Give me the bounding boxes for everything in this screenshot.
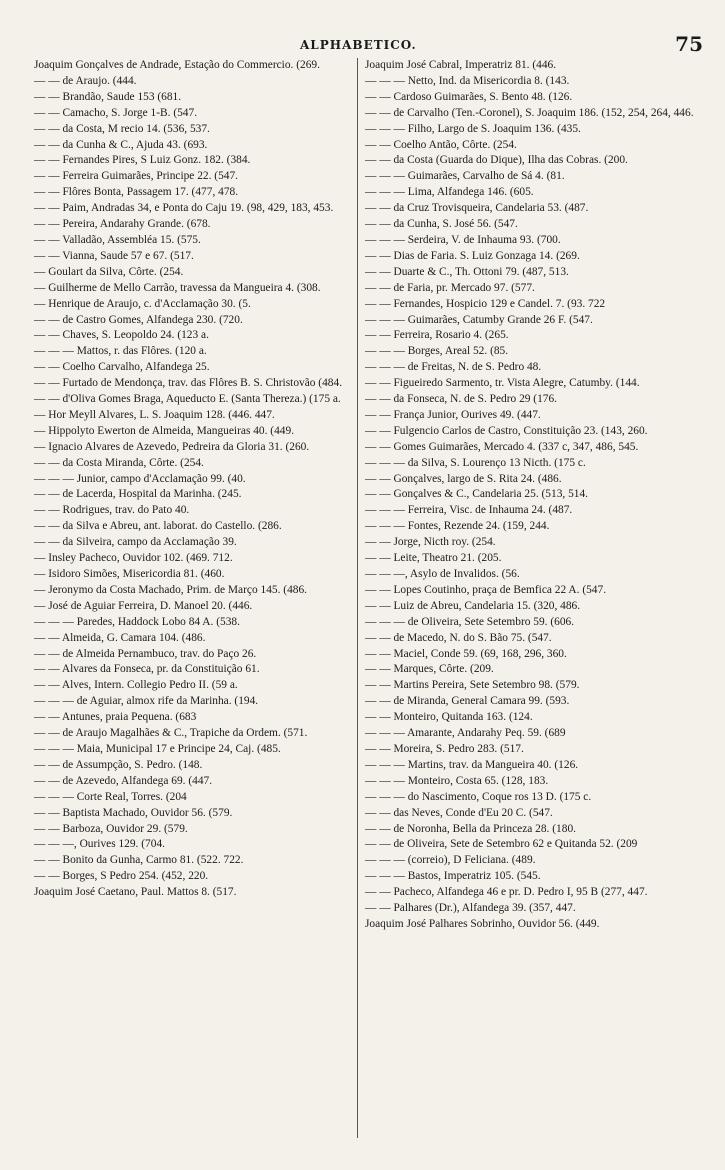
directory-entry: — — — Lima, Alfandega 146. (605. bbox=[365, 186, 534, 199]
directory-entry: — — Alvares da Fonseca, pr. da Constituição 61. bbox=[34, 663, 260, 676]
directory-entry: — — Gonçalves & C., Candelaria 25. (513, 514. bbox=[365, 488, 589, 501]
directory-entry: — — — Bastos, Imperatriz 105. (545. bbox=[365, 870, 541, 883]
directory-entry: — — Furtado de Mendonça, trav. das Flôres B. S. Christovão (484. bbox=[34, 377, 343, 390]
directory-entry: Joaquim José Caetano, Paul. Mattos 8. (517. bbox=[34, 886, 237, 899]
directory-entry: — — Leite, Theatro 21. (205. bbox=[365, 552, 502, 565]
directory-entry: — — Chaves, S. Leopoldo 24. (123 a. bbox=[34, 329, 209, 342]
directory-entry: — — da Costa, M recio 14. (536, 537. bbox=[34, 122, 210, 135]
left-column bbox=[34, 58, 354, 1138]
directory-entry: — — Jorge, Nicth roy. (254. bbox=[365, 536, 496, 549]
directory-entry: — — Cardoso Guimarães, S. Bento 48. (126. bbox=[365, 90, 573, 103]
directory-entry: — — d'Oliva Gomes Braga, Aqueducto E. (Santa Thereza.) (175 a. bbox=[34, 393, 341, 406]
directory-entry: — — — Corte Real, Torres. (204 bbox=[34, 790, 187, 803]
directory-entry: — Hor Meyll Alvares, L. S. Joaquim 128. (446. 447. bbox=[34, 408, 275, 421]
directory-entry: — — de Carvalho (Ten.-Coronel), S. Joaquim 186. (152, 254, 264, 446. bbox=[365, 106, 694, 119]
directory-entry: — — Ferreira, Rosario 4. (265. bbox=[365, 329, 509, 342]
directory-entry: — — França Junior, Ourives 49. (447. bbox=[365, 408, 541, 421]
directory-entry: — — Flôres Bonta, Passagem 17. (477, 478. bbox=[34, 186, 239, 199]
directory-entry: — — de Almeida Pernambuco, trav. do Paço 26. bbox=[34, 647, 257, 660]
directory-entry: — — Pacheco, Alfandega 46 e pr. D. Pedro I, 95 B (277, 447. bbox=[365, 886, 648, 899]
directory-entry: — — — Maia, Municipal 17 e Principe 24, Caj. (485. bbox=[34, 742, 281, 755]
directory-entry: — — de Lacerda, Hospital da Marinha. (245. bbox=[34, 488, 242, 501]
directory-entry: — Insley Pacheco, Ouvidor 102. (469. 712. bbox=[34, 552, 233, 565]
directory-entry: — — — da Silva, S. Lourenço 13 Nicth. (175 c. bbox=[365, 456, 586, 469]
right-column bbox=[365, 58, 703, 1138]
directory-entry: — — de Faria, pr. Mercado 97. (577. bbox=[365, 281, 535, 294]
directory-entry: — — Bonito da Gunha, Carmo 81. (522. 722. bbox=[34, 854, 244, 867]
directory-entry: — — — Mattos, r. das Flôres. (120 a. bbox=[34, 345, 207, 358]
directory-entry: — José de Aguiar Ferreira, D. Manoel 20. (446. bbox=[34, 599, 253, 612]
directory-entry: — — de Araujo Magalhães & C., Trapiche da Ordem. (571. bbox=[34, 727, 308, 740]
directory-entry: — — Vianna, Saude 57 e 67. (517. bbox=[34, 249, 194, 262]
directory-entry: — — Dias de Faria. S. Luiz Gonzaga 14. (269. bbox=[365, 249, 580, 262]
directory-entry: — — de Miranda, General Camara 99. (593. bbox=[365, 695, 570, 708]
directory-entry: — — Pereira, Andarahy Grande. (678. bbox=[34, 218, 211, 231]
directory-entry: — — Paim, Andradas 34, e Ponta do Caju 19. (98, 429, 183, 453. bbox=[34, 202, 334, 215]
directory-entry: — — — Guimarães, Carvalho de Sá 4. (81. bbox=[365, 170, 565, 183]
directory-entry: — — Barboza, Ouvidor 29. (579. bbox=[34, 822, 188, 835]
directory-entry: — Isidoro Simões, Misericordia 81. (460. bbox=[34, 568, 225, 580]
directory-entry: — — da Fonseca, N. de S. Pedro 29 (176. bbox=[365, 393, 558, 406]
directory-entry: — — Gomes Guimarães, Mercado 4. (337 c, 347, 486, 545. bbox=[365, 440, 639, 453]
directory-entry: — — Fernandes Pires, S Luiz Gonz. 182. (384. bbox=[34, 154, 251, 167]
directory-entry: — — da Costa (Guarda do Dique), Ilha das Cobras. (200. bbox=[365, 154, 628, 167]
directory-entry: — — Rodrigues, trav. do Pato 40. bbox=[34, 504, 190, 517]
directory-entry: Joaquim José Palhares Sobrinho, Ouvidor 56. (449. bbox=[365, 917, 600, 930]
directory-entry: — — Ferreira Guimarães, Principe 22. (547. bbox=[34, 170, 239, 183]
directory-entry: — — — Fontes, Rezende 24. (159, 244. bbox=[365, 520, 550, 533]
directory-entry: — — — do Nascimento, Coque ros 13 D. (175 c. bbox=[365, 790, 592, 803]
directory-entry: — — Lopes Coutinho, praça de Bemfica 22 A. (547. bbox=[365, 583, 607, 596]
directory-entry: — — — de Aguiar, almox rife da Marinha. (194. bbox=[34, 695, 259, 708]
directory-entry: — — da Cunha & C., Ajuda 43. (693. bbox=[34, 138, 208, 151]
directory-entry: — — da Costa Miranda, Côrte. (254. bbox=[34, 456, 204, 469]
directory-entry: — — Palhares (Dr.), Alfandega 39. (357, 447. bbox=[365, 902, 576, 915]
directory-entry: — — de Macedo, N. do S. Bão 75. (547. bbox=[365, 631, 552, 644]
directory-entry: — — da Cruz Trovisqueira, Candelaria 53. (487. bbox=[365, 202, 589, 215]
directory-entry: — — Camacho, S. Jorge 1-B. (547. bbox=[34, 106, 198, 119]
directory-entry: — — Moreira, S. Pedro 283. (517. bbox=[365, 742, 524, 755]
directory-entry: — — Fulgencio Carlos de Castro, Constituição 23. (143, 260. bbox=[365, 424, 648, 437]
directory-entry: — Ignacio Alvares de Azevedo, Pedreira da Gloria 31. (260. bbox=[34, 440, 310, 453]
directory-entry: — — — Martins, trav. da Mangueira 40. (126. bbox=[365, 758, 579, 771]
directory-entry: — — — Filho, Largo de S. Joaquim 136. (435. bbox=[365, 122, 581, 135]
directory-entry: — — Gonçalves, largo de S. Rita 24. (486. bbox=[365, 472, 562, 485]
directory-entry: — — Maciel, Conde 59. (69, 168, 296, 360. bbox=[365, 647, 567, 660]
directory-entry: — — Valladão, Assembléa 15. (575. bbox=[34, 233, 201, 246]
directory-entry: Joaquim Gonçalves de Andrade, Estação do Commercio. (269. bbox=[34, 59, 320, 71]
directory-entry: — — —, Ourives 129. (704. bbox=[34, 838, 165, 851]
directory-entry: — — da Silveira, campo da Acclamação 39. bbox=[34, 536, 237, 549]
directory-entry: — — — Monteiro, Costa 65. (128, 183. bbox=[365, 774, 549, 787]
column-divider bbox=[357, 58, 358, 1138]
directory-entry: — — de Araujo. (444. bbox=[34, 74, 137, 87]
directory-entry: — — Martins Pereira, Sete Setembro 98. (579. bbox=[365, 679, 580, 692]
directory-entry: — — Borges, S Pedro 254. (452, 220. bbox=[34, 870, 209, 883]
directory-entry: — — Antunes, praia Pequena. (683 bbox=[34, 711, 197, 724]
directory-entry: — — — de Oliveira, Sete Setembro 59. (606. bbox=[365, 615, 575, 628]
directory-entry: — — Duarte & C., Th. Ottoni 79. (487, 513. bbox=[365, 265, 569, 278]
directory-entry: — — Coelho Carvalho, Alfandega 25. bbox=[34, 361, 210, 374]
directory-entry: — — — de Freitas, N. de S. Pedro 48. bbox=[365, 361, 542, 374]
directory-entry: — — — Netto, Ind. da Misericordia 8. (143. bbox=[365, 74, 570, 87]
directory-entry: — — da Cunha, S. José 56. (547. bbox=[365, 218, 518, 231]
directory-entry: — — das Neves, Conde d'Eu 20 C. (547. bbox=[365, 806, 553, 819]
directory-entry: — — Alves, Intern. Collegio Pedro II. (59 a. bbox=[34, 679, 238, 692]
directory-entry: — — de Castro Gomes, Alfandega 230. (720. bbox=[34, 313, 243, 326]
directory-entry: — — Almeida, G. Camara 104. (486. bbox=[34, 631, 206, 644]
directory-entry: — — Fernandes, Hospicio 129 e Candel. 7. (93. 722 bbox=[365, 297, 606, 310]
directory-entry: — — — Borges, Areal 52. (85. bbox=[365, 345, 509, 358]
directory-entry: — — — Serdeira, V. de Inhauma 93. (700. bbox=[365, 233, 561, 246]
directory-entry: — — de Oliveira, Sete de Setembro 62 e Quitanda 52. (209 bbox=[365, 838, 638, 851]
directory-entry: — — de Noronha, Bella da Princeza 28. (180. bbox=[365, 822, 576, 835]
running-title: ALPHABETICO. bbox=[300, 38, 417, 52]
directory-entry: — — da Silva e Abreu, ant. laborat. do Castello. (286. bbox=[34, 520, 282, 533]
directory-entry: — — — Junior, campo d'Acclamação 99. (40. bbox=[34, 472, 246, 485]
directory-entry: — — Coelho Antão, Côrte. (254. bbox=[365, 138, 517, 151]
directory-entry: — Henrique de Araujo, c. d'Acclamação 30. (5. bbox=[34, 297, 251, 310]
directory-entry: — — Marques, Côrte. (209. bbox=[365, 663, 494, 676]
directory-entry: — Guilherme de Mello Carrão, travessa da Mangueira 4. (308. bbox=[34, 281, 321, 294]
directory-entry: — — Baptista Machado, Ouvidor 56. (579. bbox=[34, 806, 233, 819]
directory-entry: — — — Guimarães, Catumby Grande 26 F. (547. bbox=[365, 313, 593, 326]
directory-entry: — — — Amarante, Andarahy Peq. 59. (689 bbox=[365, 727, 566, 740]
directory-entry: — — de Azevedo, Alfandega 69. (447. bbox=[34, 774, 213, 787]
page-header bbox=[0, 32, 725, 60]
directory-entry: — Hippolyto Ewerton de Almeida, Mangueiras 40. (449. bbox=[34, 424, 295, 437]
directory-entry: Joaquim José Cabral, Imperatriz 81. (446. bbox=[365, 59, 557, 71]
directory-entry: — — Monteiro, Quitanda 163. (124. bbox=[365, 711, 533, 724]
directory-entry: — — — Ferreira, Visc. de Inhauma 24. (487. bbox=[365, 504, 573, 517]
directory-entry: — — — (correio), D Feliciana. (489. bbox=[365, 854, 536, 867]
directory-entry: — Goulart da Silva, Côrte. (254. bbox=[34, 265, 184, 278]
page-number: 75 bbox=[675, 32, 703, 56]
directory-entry: — — de Assumpção, S. Pedro. (148. bbox=[34, 758, 203, 771]
directory-entry: — — Luiz de Abreu, Candelaria 15. (320, 486. bbox=[365, 599, 581, 612]
directory-entry: — Jeronymo da Costa Machado, Prim. de Março 145. (486. bbox=[34, 583, 308, 596]
directory-entry: — — — Paredes, Haddock Lobo 84 A. (538. bbox=[34, 615, 240, 628]
directory-entry: — — —, Asylo de Invalidos. (56. bbox=[365, 568, 520, 580]
directory-entry: — — Brandão, Saude 153 (681. bbox=[34, 90, 182, 103]
directory-entry: — — Figueiredo Sarmento, tr. Vista Alegre, Catumby. (144. bbox=[365, 377, 640, 390]
